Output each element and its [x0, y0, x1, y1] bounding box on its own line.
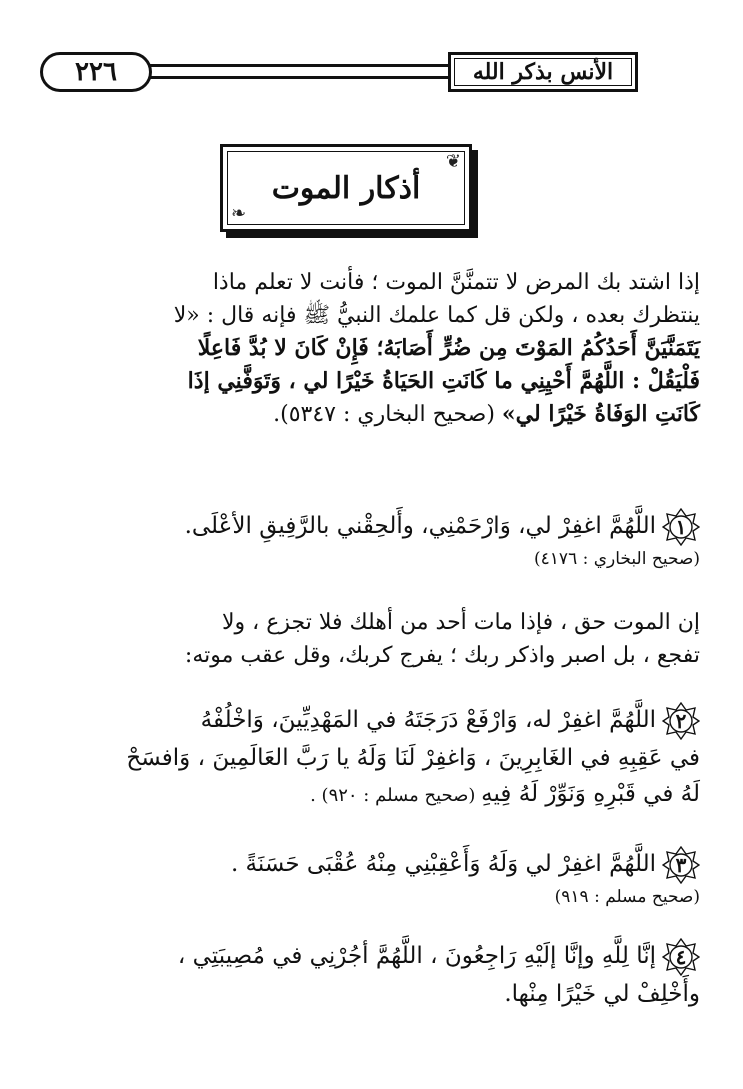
- corner-flourish-icon: ❦: [445, 151, 461, 172]
- dua-line: [40, 938, 700, 976]
- intro-line: [40, 398, 700, 431]
- dua-2: [40, 702, 700, 814]
- dua-text: لَهُ في قَبْرِهِ وَنَوِّرْ لَهُ فِيهِ: [481, 781, 700, 807]
- hadith-end: كَانَتِ الوَفَاةُ خَيْرًا لي»: [501, 401, 700, 427]
- dua-number: ٤: [675, 945, 687, 969]
- dua-number-badge: [662, 702, 700, 740]
- dua-text: اللَّهُمَّ اغفِرْ لي وَلَهُ وَأَعْقِبْنِي مِنْهُ عُقْبَى حَسَنَةً .: [230, 851, 656, 877]
- dua-3: [40, 846, 700, 910]
- dua-number-badge: [662, 508, 700, 546]
- dua-line: [40, 508, 700, 546]
- page-number: [40, 52, 152, 92]
- dua-number: ١: [675, 515, 687, 539]
- dua-line: [40, 846, 700, 884]
- intro-line: فَلْيَقُلْ : اللَّهُمَّ أَحْيِنِي ما كَانَتِ الحَيَاةُ خَيْرًا لي ، وَتَوَفَّنِي إذَا: [187, 368, 700, 394]
- header-rule-bottom: [148, 76, 452, 79]
- hadith-reference: (صحيح البخاري : ٥٣٤٧).: [273, 402, 502, 427]
- intro-line: يَتَمَنَّيَنَّ أَحَدُكُمُ المَوْتَ مِن ضُرٍّ أَصَابَهُ؛ فَإِنْ كَانَ لا بُدَّ فَاعِلًا: [197, 335, 700, 361]
- dua-line: [40, 702, 700, 740]
- paragraph-line: تفجع ، بل اصبر واذكر ربك ؛ يفرج كربك، وقل عقب موته:: [184, 643, 700, 668]
- dua-number-badge: [662, 938, 700, 976]
- dua-text: اللَّهُمَّ اغفِرْ لي، وَارْحَمْنِي، وأَلحِقْني بالرَّفِيقِ الأعْلَى.: [184, 513, 656, 539]
- dua-4: [40, 938, 700, 1012]
- intro-line: ينتظرك بعده ، ولكن قل كما علمك النبيُّ ﷺ فإنه قال : «لا: [173, 303, 700, 328]
- page-header: [40, 52, 638, 98]
- corner-flourish-icon: ❧: [231, 203, 247, 224]
- dua-number: ٢: [675, 709, 687, 733]
- dua-reference: (صحيح مسلم : ٩١٩): [554, 887, 700, 907]
- header-rule-top: [148, 64, 452, 67]
- book-title: الأنس بذكر الله: [472, 59, 614, 85]
- book-title-box: [448, 52, 638, 92]
- dua-line: في عَقِبِهِ في الغَابِرِينَ ، وَاغفِرْ لَنَا وَلَهُ يا رَبَّ العَالَمِينَ ، وَافسَحْ: [126, 745, 700, 771]
- dua-text: اللَّهُمَّ اغفِرْ له، وَارْفَعْ دَرَجَتَهُ في المَهْدِيِّينَ، وَاخْلُفْهُ: [200, 707, 656, 733]
- section-title-frame: [220, 144, 472, 232]
- dua-number-badge: [662, 846, 700, 884]
- intro-line: إذا اشتد بك المرض لا تتمنَّنَّ الموت ؛ فأنت لا تعلم ماذا: [212, 270, 700, 295]
- paragraph-2: [40, 606, 700, 672]
- dua-number: ٣: [675, 853, 687, 877]
- dua-line: وأَخْلِفْ لي خَيْرًا مِنْها.: [504, 981, 700, 1007]
- dua-reference: (صحيح البخاري : ٤١٧٦): [534, 549, 700, 569]
- dua-1: [40, 508, 700, 572]
- dua-text: إنَّا لِلَّهِ وإنَّا إلَيْهِ رَاجِعُونَ ، اللَّهُمَّ أجُرْنِي في مُصِيبَتِي ،: [177, 943, 656, 969]
- dua-line: [40, 776, 700, 814]
- dua-reference: (صحيح مسلم : ٩٢٠) .: [310, 785, 482, 806]
- section-title: أذكار الموت: [271, 170, 421, 206]
- intro-paragraph: [40, 266, 700, 431]
- page-number-text: ٢٢٦: [75, 57, 117, 87]
- paragraph-line: إن الموت حق ، فإذا مات أحد من أهلك فلا تجزع ، ولا: [221, 610, 700, 635]
